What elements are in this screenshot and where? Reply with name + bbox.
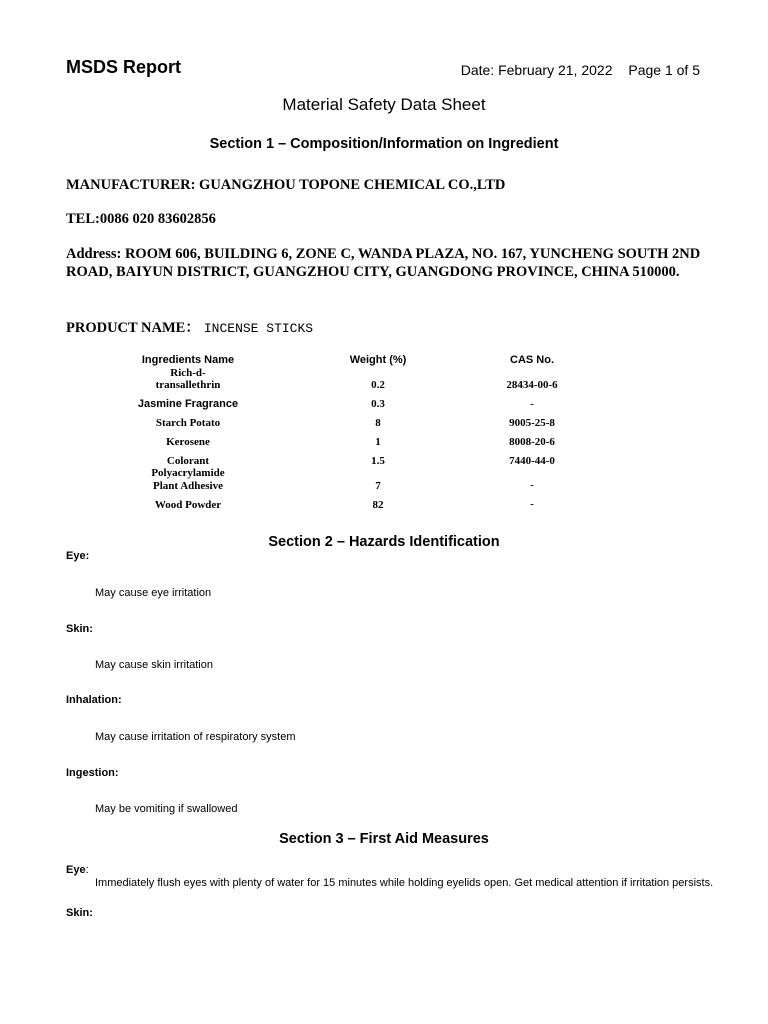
manufacturer-line: MANUFACTURER: GUANGZHOU TOPONE CHEMICAL CO.,LTD	[66, 177, 506, 193]
section-2-heading: Section 2 – Hazards Identification	[268, 534, 500, 550]
table-row-name: Kerosene	[166, 436, 210, 448]
product-name-label: PRODUCT NAME：	[66, 320, 200, 336]
hazard-label: Inhalation:	[66, 694, 122, 706]
table-row-weight: 0.2	[371, 379, 385, 391]
table-row-name: Rich-d-transallethrin	[155, 367, 221, 391]
table-row-cas: -	[530, 479, 534, 491]
table-row-cas: 9005-25-8	[509, 417, 555, 429]
hazard-label: Ingestion:	[66, 767, 119, 779]
first-aid-eye-colon: :	[85, 864, 89, 876]
table-row-name: Starch Potato	[155, 417, 221, 429]
hazard-text: May cause eye irritation	[95, 587, 212, 599]
section-3-heading: Section 3 – First Aid Measures	[279, 831, 489, 847]
table-row-cas: -	[530, 498, 534, 510]
section-1-heading: Section 1 – Composition/Information on Ingredient	[209, 136, 559, 152]
table-row-cas: -	[530, 398, 534, 410]
table-row-weight: 0.3	[371, 398, 385, 410]
table-row-weight: 8	[375, 417, 381, 429]
hazard-label: Skin:	[66, 623, 93, 635]
address-label: Address:	[66, 246, 122, 262]
hazard-text: May be vomiting if swallowed	[95, 803, 238, 815]
table-header-weight: Weight (%)	[349, 354, 407, 366]
address-block	[66, 245, 706, 281]
table-row-name: Colorant	[166, 455, 210, 467]
hazard-text: May cause irritation of respiratory system	[95, 731, 296, 743]
table-row-name: Wood Powder	[154, 499, 222, 511]
first-aid-eye-label: Eye	[66, 864, 86, 876]
hazard-label: Eye:	[66, 550, 90, 562]
table-header-cas: CAS No.	[510, 354, 554, 366]
product-name-value: INCENSE STICKS	[203, 321, 314, 336]
first-aid-eye-body: Immediately flush eyes with plenty of water for 15 minutes while holding eyelids open. Get medical attention if irritation persists.	[95, 877, 714, 889]
first-aid-eye-text	[66, 876, 716, 891]
table-row-name: Plant Adhesive	[153, 480, 223, 492]
table-row-name: Jasmine Fragrance	[137, 398, 239, 410]
table-row-weight: 1	[375, 436, 381, 448]
table-row-weight: 1.5	[371, 455, 385, 467]
report-date: Date: February 21, 2022	[460, 62, 613, 78]
first-aid-eye-label-line	[66, 864, 89, 876]
table-row-cas: 7440-44-0	[509, 455, 555, 467]
table-header-ingredients: Ingredients Name	[141, 354, 235, 366]
hazard-text: May cause skin irritation	[95, 659, 213, 671]
table-row-cas: 8008-20-6	[509, 436, 555, 448]
table-row-weight: 7	[375, 480, 381, 492]
report-title: MSDS Report	[66, 57, 182, 77]
document-title: Material Safety Data Sheet	[282, 95, 486, 114]
header-meta	[461, 62, 700, 78]
telephone-line: TEL:0086 020 83602856	[66, 211, 216, 227]
table-row-name: Polyacrylamide	[151, 467, 225, 479]
first-aid-skin-label: Skin:	[66, 907, 93, 919]
product-name-line	[66, 316, 313, 337]
page-number: Page 1 of 5	[628, 62, 700, 78]
table-row-cas: 28434-00-6	[506, 379, 558, 391]
table-row-weight: 82	[372, 499, 384, 511]
address-text: ROOM 606, BUILDING 6, ZONE C, WANDA PLAZA, NO. 167, YUNCHENG SOUTH 2ND ROAD, BAIYUN DISTRICT, GUANGZHOU CITY, GUANGDONG PROVINCE, CHINA 510000.	[66, 246, 701, 280]
